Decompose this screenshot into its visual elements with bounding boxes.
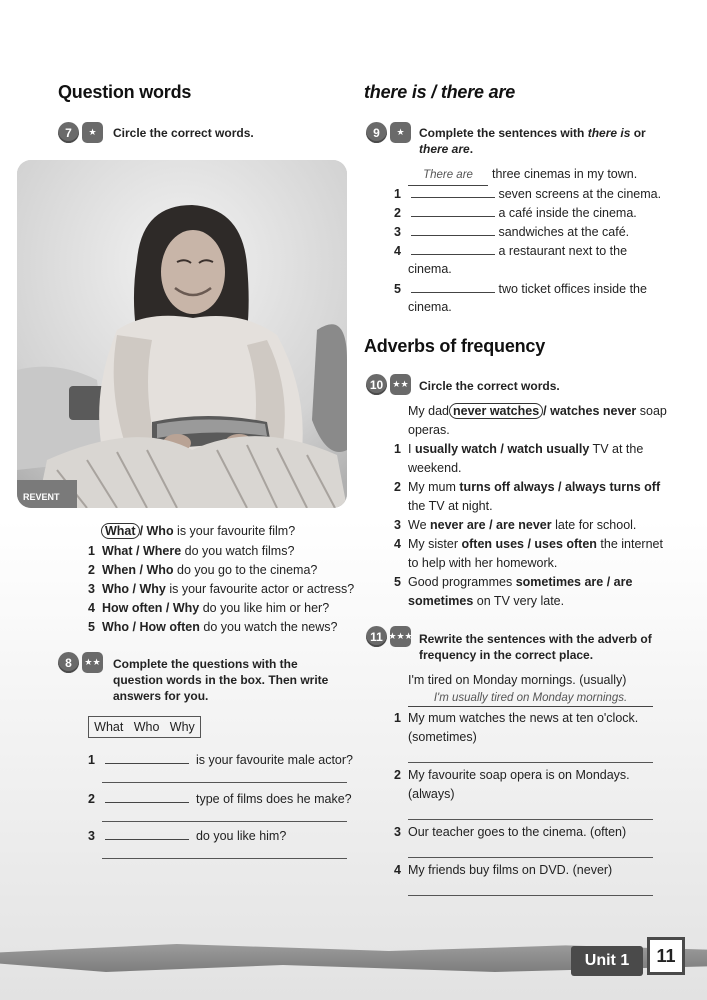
item-text: Good programmes (408, 575, 516, 589)
item-number: 2 (88, 563, 95, 577)
item-number: 2 (394, 480, 401, 494)
answer-line[interactable] (408, 895, 653, 896)
ex11-example-answer: I'm usually tired on Monday mornings. (408, 690, 653, 707)
answer-blank[interactable] (411, 203, 495, 217)
section-title-there-is: there is / there are (364, 82, 516, 102)
item-text: I (408, 442, 415, 456)
item-text: do you watch the news? (199, 620, 338, 634)
ex10-item-continuation: to help with her homework. (408, 556, 558, 570)
example-text: My dad (408, 404, 449, 418)
item-text: a restaurant next to the (498, 244, 628, 258)
item-number: 1 (88, 753, 95, 767)
ex7-item (88, 561, 317, 580)
ex10-example-continuation: operas. (408, 423, 450, 437)
item-text: do you like him or her? (199, 601, 330, 615)
ex7-example (101, 522, 295, 541)
item-options: usually watch / watch usually (414, 442, 590, 456)
item-text: type of films does he make? (195, 792, 352, 806)
item-text: two ticket offices inside the (498, 282, 647, 296)
answer-line[interactable] (102, 821, 347, 822)
item-text: My mum (408, 480, 460, 494)
item-number: 1 (88, 544, 95, 558)
ex10-item-continuation: the TV at night. (408, 499, 493, 513)
answer-blank[interactable] (105, 750, 189, 764)
item-number: 5 (394, 282, 401, 296)
box-word: Who (133, 720, 160, 734)
item-text: late for school. (551, 518, 637, 532)
ex9-item (394, 222, 629, 242)
ex7-example-option: / Who (139, 524, 174, 538)
ex8-item (88, 826, 286, 846)
item-number: 5 (394, 575, 401, 589)
item-text: is your favourite male actor? (195, 753, 353, 767)
ex10-item (394, 573, 632, 592)
box-word: What (94, 720, 124, 734)
item-number: 3 (88, 829, 95, 843)
item-number: 4 (88, 601, 95, 615)
ex7-item (88, 599, 329, 618)
ex7-item (88, 542, 294, 561)
item-number: 2 (394, 206, 401, 220)
item-number: 1 (394, 187, 401, 201)
ex11-item (394, 766, 630, 785)
item-number: 4 (394, 244, 401, 258)
ex9-item (394, 279, 647, 299)
answer-blank[interactable] (411, 222, 495, 236)
item-text: the internet (596, 537, 663, 551)
ex9-item (394, 203, 637, 223)
example-option: / watches never (543, 404, 637, 418)
exercise-8-badge (58, 652, 103, 673)
instruction-text: . (469, 142, 474, 156)
answer-blank[interactable] (105, 789, 189, 803)
instruction-italic: there is (587, 126, 631, 140)
photo-illustration (17, 160, 347, 508)
exercise-number: 9 (366, 122, 387, 143)
instruction-italic: there are (419, 142, 470, 156)
exercise-10-badge (366, 374, 411, 395)
star-icon: ★★ (82, 652, 103, 673)
item-options: Who / How often (102, 620, 200, 634)
exercise-11-instruction (419, 631, 652, 663)
item-text: My sister (408, 537, 462, 551)
item-options: never are / are never (430, 518, 552, 532)
ex10-item-continuation (408, 592, 564, 611)
ex10-item (394, 440, 643, 459)
ex9-item-continuation: cinema. (408, 262, 452, 276)
answer-line[interactable] (408, 819, 653, 820)
box-word: Why (169, 720, 195, 734)
ex9-item (394, 184, 661, 204)
answer-line[interactable] (408, 762, 653, 763)
item-text: My friends buy films on DVD. (never) (408, 863, 613, 877)
instruction-line: Complete the questions with the (113, 657, 298, 671)
instruction-line: frequency in the correct place. (419, 648, 594, 662)
ex9-example (408, 165, 637, 186)
item-options: often uses / uses often (461, 537, 597, 551)
section-title-question-words: Question words (58, 82, 192, 102)
item-options: When / Who (102, 563, 174, 577)
ex10-item (394, 535, 663, 554)
item-number: 3 (394, 825, 401, 839)
unit-label: Unit 1 (571, 946, 643, 976)
ex10-example (408, 402, 667, 421)
item-number: 4 (394, 863, 401, 877)
exercise-8-instruction (113, 656, 328, 704)
item-text: do you watch films? (181, 544, 295, 558)
exercise-9-instruction (419, 125, 659, 157)
exercise-9-badge (366, 122, 411, 143)
photo-sign-text: REVENT (23, 492, 60, 502)
answer-blank[interactable] (411, 184, 495, 198)
ex11-item-continuation: (sometimes) (408, 730, 477, 744)
item-text: TV at the (589, 442, 644, 456)
exercise-7-badge (58, 122, 103, 143)
star-icon: ★ (82, 122, 103, 143)
item-text: We (408, 518, 430, 532)
exercise-number: 8 (58, 652, 79, 673)
item-number: 1 (394, 711, 401, 725)
answer-line[interactable] (102, 782, 347, 783)
star-icon: ★★ (390, 374, 411, 395)
circled-answer: never watches (449, 403, 543, 419)
item-number: 2 (88, 792, 95, 806)
item-text: My favourite soap opera is on Mondays. (408, 768, 630, 782)
exercise-number: 11 (366, 626, 387, 647)
word-box (88, 716, 201, 738)
item-options: What / Where (102, 544, 182, 558)
item-number: 3 (394, 225, 401, 239)
answer-line[interactable] (102, 858, 347, 859)
item-number: 2 (394, 768, 401, 782)
item-text: seven screens at the cinema. (498, 187, 662, 201)
ex10-item (394, 516, 636, 535)
instruction-line: question words in the box. Then write (113, 673, 329, 687)
item-text: a café inside the cinema. (498, 206, 637, 220)
item-text: on TV very late. (473, 594, 565, 608)
item-options: sometimes are / are (515, 575, 633, 589)
item-number: 1 (394, 442, 401, 456)
item-options: Who / Why (102, 582, 166, 596)
item-number: 5 (88, 620, 95, 634)
ex7-example-text: is your favourite film? (173, 524, 296, 538)
exercise-number: 7 (58, 122, 79, 143)
ex11-item (394, 861, 612, 880)
section-title-adverbs: Adverbs of frequency (364, 336, 546, 356)
example-answer: There are (408, 166, 488, 186)
answer-blank[interactable] (411, 241, 495, 255)
item-text: sandwiches at the café. (498, 225, 630, 239)
example-text: soap (636, 404, 667, 418)
item-text: is your favourite actor or actress? (165, 582, 355, 596)
ex8-item (88, 789, 352, 809)
item-number: 3 (394, 518, 401, 532)
ex9-item (394, 241, 627, 261)
ex11-item (394, 709, 638, 728)
page-number: 11 (647, 937, 685, 975)
ex11-example-question: I'm tired on Monday mornings. (usually) (408, 673, 627, 687)
star-icon: ★ (390, 122, 411, 143)
answer-blank[interactable] (411, 279, 495, 293)
item-number: 3 (88, 582, 95, 596)
item-text: do you go to the cinema? (173, 563, 318, 577)
example-text: three cinemas in my town. (492, 167, 638, 181)
ex11-item-continuation: (always) (408, 787, 455, 801)
item-options: How often / Why (102, 601, 200, 615)
exercise-11-badge (366, 626, 411, 647)
item-text: do you like him? (195, 829, 287, 843)
item-text: My mum watches the news at ten o'clock. (408, 711, 639, 725)
ex7-item (88, 580, 354, 599)
star-icon: ★★★ (390, 626, 411, 647)
item-options: sometimes (408, 594, 474, 608)
answer-blank[interactable] (105, 826, 189, 840)
instruction-line: Rewrite the sentences with the adverb of (419, 632, 652, 646)
ex10-item-continuation: weekend. (408, 461, 462, 475)
ex7-item (88, 618, 338, 637)
item-options: turns off always / always turns off (459, 480, 661, 494)
instruction-text: or (630, 126, 646, 140)
ex9-item-continuation: cinema. (408, 300, 452, 314)
item-number: 4 (394, 537, 401, 551)
ex10-item (394, 478, 660, 497)
exercise-7-instruction: Circle the correct words. (113, 126, 254, 140)
exercise-10-instruction: Circle the correct words. (419, 379, 560, 393)
answer-line[interactable] (408, 857, 653, 858)
instruction-text: Complete the sentences with (419, 126, 588, 140)
ex11-item (394, 823, 626, 842)
photo-girl-reading (17, 160, 347, 508)
instruction-line: answers for you. (113, 689, 209, 703)
ex8-item (88, 750, 353, 770)
item-text: Our teacher goes to the cinema. (often) (408, 825, 627, 839)
exercise-number: 10 (366, 374, 387, 395)
circled-answer: What (101, 523, 140, 539)
